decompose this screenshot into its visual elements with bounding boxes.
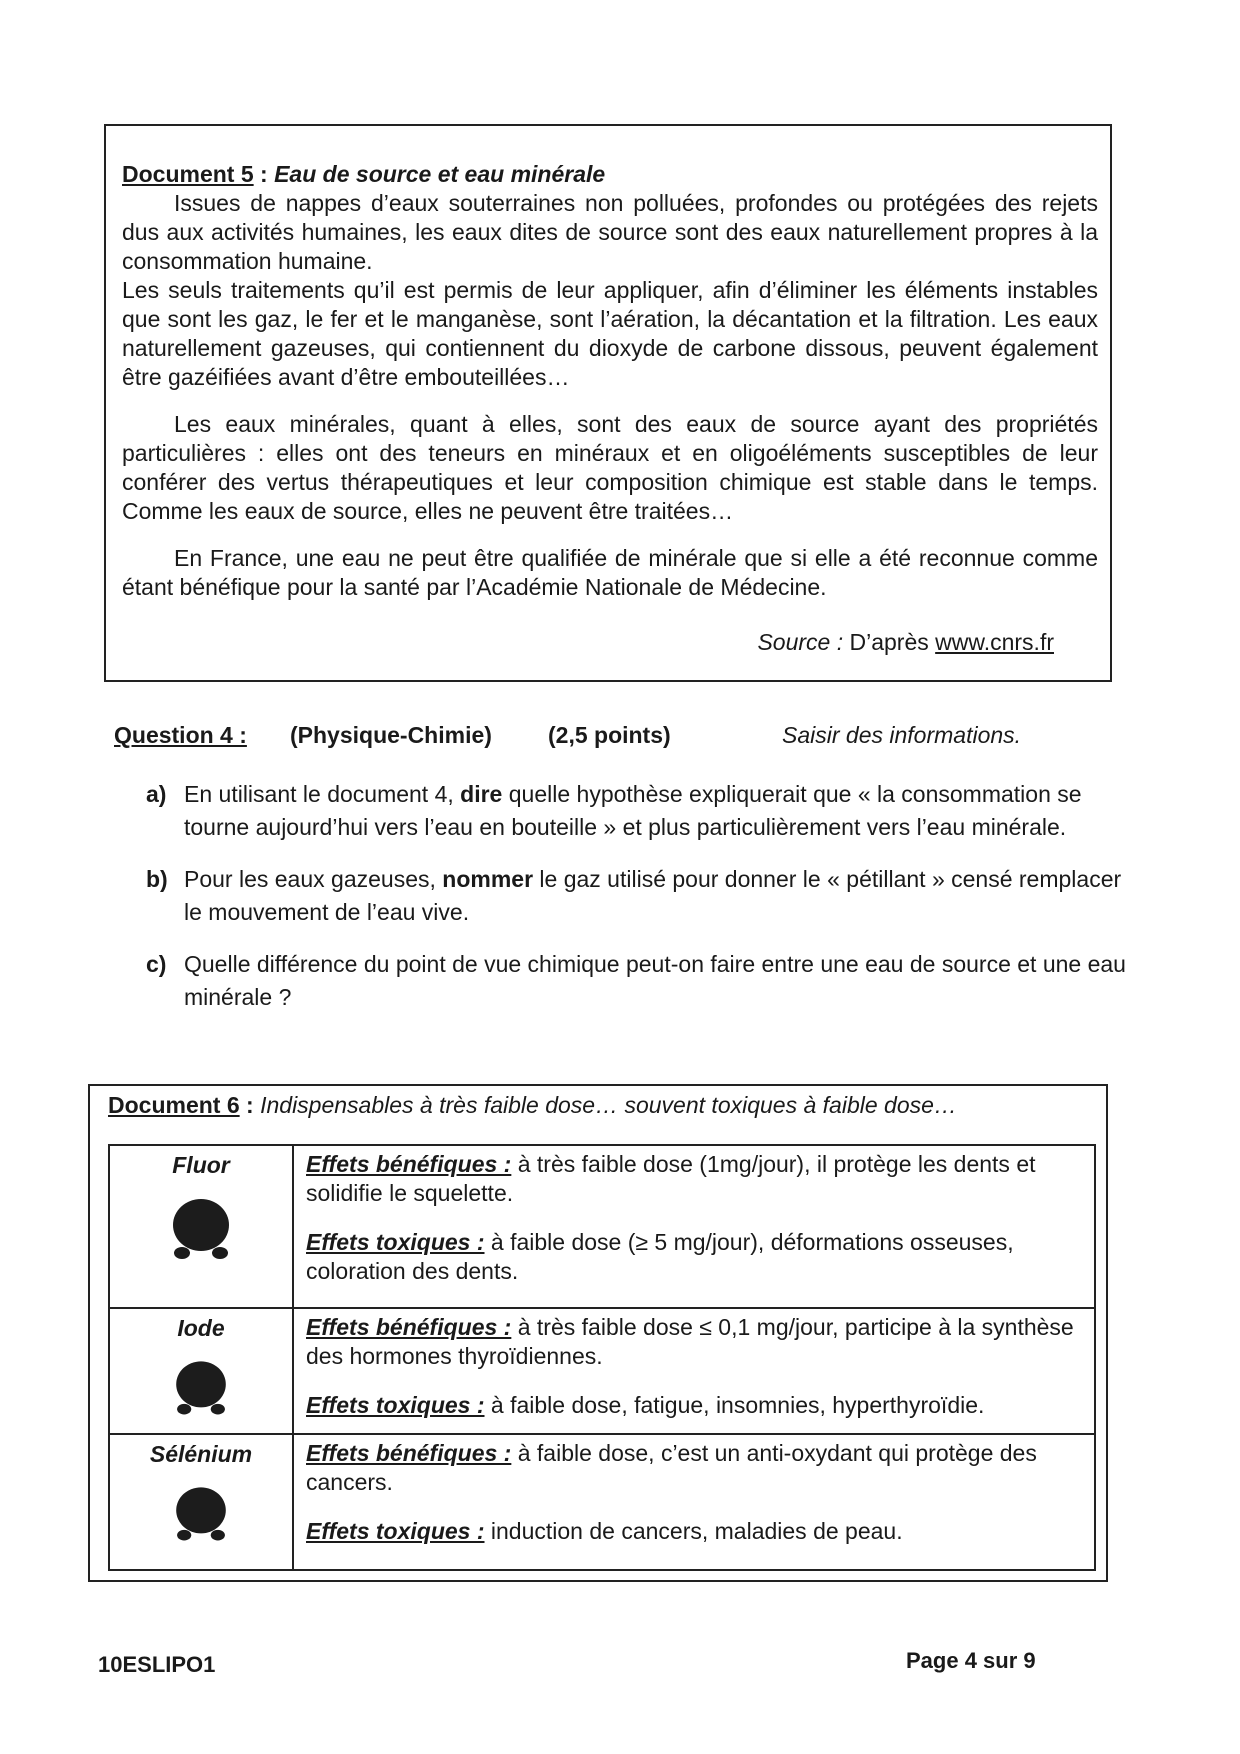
toxic-label: Effets toxiques :: [306, 1518, 485, 1544]
toxic-label: Effets toxiques :: [306, 1229, 485, 1255]
toxic-text: Effets toxiques : à faible dose, fatigue, insomnies, hyperthyroïdie.: [306, 1392, 985, 1418]
element-cell: [109, 1145, 293, 1308]
page-number: Page 4 sur 9: [906, 1648, 1036, 1673]
document-5-paragraph: En France, une eau ne peut être qualifiée de minérale que si elle a été reconnue comme étant bénéfique pour la santé par l’Académie Nationale de Médecine.: [122, 545, 1098, 600]
question-item: [146, 778, 1136, 844]
source-link[interactable]: www.cnrs.fr: [935, 629, 1054, 655]
question-item: [146, 948, 1136, 1014]
question-item-text: Quelle différence du point de vue chimique peut-on faire entre une eau de source et une eau minérale ?: [184, 951, 1126, 1010]
question-item-letter: a): [146, 781, 167, 807]
element-drop-icon: [169, 1356, 233, 1418]
element-name: Fluor: [172, 1152, 230, 1178]
document-6-heading: Document 6 : Indispensables à très faible dose… souvent toxiques à faible dose…: [108, 1092, 957, 1118]
element-description: [293, 1308, 1095, 1434]
benefit-text: Effets bénéfiques : à très faible dose ≤ 0,1 mg/jour, participe à la synthèse des hormones thyroïdiennes.: [306, 1314, 1074, 1369]
toxic-label: Effets toxiques :: [306, 1392, 485, 1418]
question-4-header: [114, 722, 1022, 749]
question-4-subject: (Physique-Chimie): [290, 722, 492, 748]
benefit-text: Effets bénéfiques : à faible dose, c’est un anti-oxydant qui protège des cancers.: [306, 1440, 1037, 1495]
question-item-letter: b): [146, 866, 168, 892]
elements-table: [108, 1144, 1096, 1571]
benefit-text: Effets bénéfiques : à très faible dose (1mg/jour), il protège les dents et solidifie le squelette.: [306, 1151, 1036, 1206]
table-row: [109, 1308, 1095, 1434]
source-text: D’après: [849, 629, 929, 655]
document-5-title: Eau de source et eau minérale: [274, 161, 606, 187]
element-drop-icon: [169, 1482, 233, 1544]
source-label: Source :: [757, 629, 844, 655]
element-cell: [109, 1308, 293, 1434]
document-6-subtitle: Indispensables à très faible dose… souvent toxiques à faible dose…: [260, 1092, 957, 1118]
toxic-text: Effets toxiques : à faible dose (≥ 5 mg/jour), déformations osseuses, coloration des dents.: [306, 1229, 1014, 1284]
element-drop-icon: [166, 1193, 236, 1263]
benefit-label: Effets bénéfiques :: [306, 1151, 512, 1177]
document-5-label: Document 5: [122, 161, 254, 187]
question-4-points: (2,5 points): [548, 722, 671, 748]
question-item: [146, 863, 1136, 929]
element-description: [293, 1145, 1095, 1308]
footer-code: 10ESLIPO1: [98, 1652, 216, 1677]
element-name: Iode: [177, 1315, 225, 1341]
document-5-paragraph: Issues de nappes d’eaux souterraines non polluées, profondes ou protégées des rejets dus aux activités humaines, les eaux dites de source sont des eaux naturellement propres à la consommation humaine.: [122, 190, 1098, 274]
benefit-label: Effets bénéfiques :: [306, 1314, 512, 1340]
element-cell: [109, 1434, 293, 1570]
document-6-box: [88, 1084, 1108, 1582]
document-5-paragraph: Les eaux minérales, quant à elles, sont des eaux de source ayant des propriétés particulières : elles ont des teneurs en minéraux et en oligoéléments susceptibles de leur conférer des vertus thérapeutiques et leur composition chimique est stable dans le temps. Comme les eaux de source, elles ne peuvent être traitées…: [122, 411, 1098, 524]
document-6-label: Document 6: [108, 1092, 240, 1118]
question-item-text: Pour les eaux gazeuses, nommer le gaz utilisé pour donner le « pétillant » censé remplacer le mouvement de l’eau vive.: [184, 866, 1122, 925]
question-4-label: Question 4 :: [114, 722, 247, 748]
question-4-items: [146, 778, 1136, 1033]
toxic-text: Effets toxiques : induction de cancers, maladies de peau.: [306, 1518, 903, 1544]
element-description: [293, 1434, 1095, 1570]
document-5-source: [757, 628, 1054, 657]
element-name: Sélénium: [149, 1441, 253, 1467]
benefit-label: Effets bénéfiques :: [306, 1440, 512, 1466]
question-item-letter: c): [146, 951, 167, 977]
table-row: [109, 1434, 1095, 1570]
table-row: [109, 1145, 1095, 1308]
document-5-box: [104, 124, 1112, 682]
document-5-heading: Document 5 : Eau de source et eau minérale: [122, 161, 606, 187]
document-5-paragraph: Les seuls traitements qu’il est permis de leur appliquer, afin d’éliminer les éléments instables que sont les gaz, le fer et le manganèse, sont l’aération, la décantation et la filtration. Les eaux naturellement gazeuses, qui contiennent du dioxyde de carbone dissous, peuvent également être gazéifiées avant d’être embouteillées…: [122, 277, 1098, 390]
question-4-skill: Saisir des informations.: [782, 722, 1022, 748]
question-item-text: En utilisant le document 4, dire quelle hypothèse expliquerait que « la consommation se tourne aujourd’hui vers l’eau en bouteille » et plus particulièrement vers l’eau minérale.: [184, 781, 1082, 840]
